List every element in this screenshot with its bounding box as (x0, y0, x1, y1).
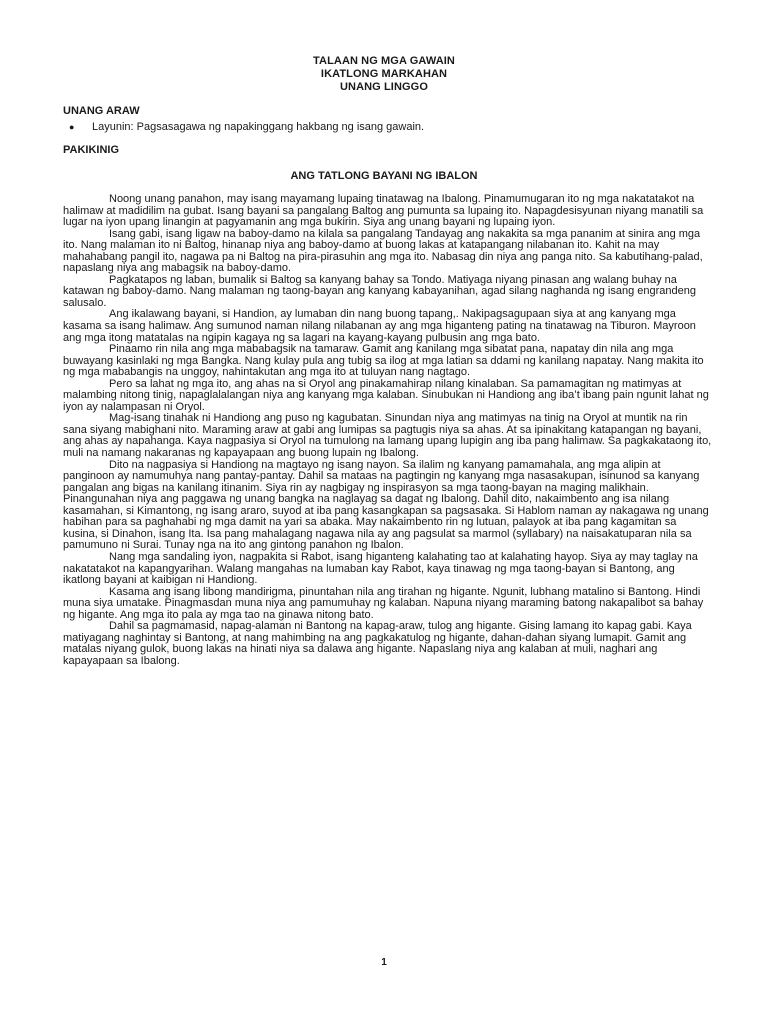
story-paragraph: Dito na nagpasiya si Handiong na magtayo ng isang nayon. Sa ilalim ng kanyang pamamahala, ang mga alipin at panginoon ay namumuhya nang pantay-pantay. Dahil sa mataas na pagtingin ng kanyang mga nasasakupan, isinunod sa kanyang pangalan ang bigas na kanilang itinanim. Siya rin ay nagbigay ng inspirasyon sa mga taong-bayan na maging malikhain. Pinangunahan niya ang paggawa ng unang bangka na naglayag sa dagat ng Ibalong. Dahil dito, nakaimbento ang isa nilang kasamahan, si Kimantong, ng isang araro, suyod at iba pang kasangkapan sa pagsasaka. Si Hablom naman ay nakagawa ng unang habihan para sa paghahabi ng mga damit na yari sa abaka. May nakaimbento rin ng lutuan, palayok at iba pang kagamitan sa kusina, si Dinahon, isang Ita. Isa pang mahalagang nagawa nila ay ang pagsulat sa marmol (syllabary) na naisakatuparan nila sa pamumuno ni Surai. Tunay nga na ito ang gintong panahon ng Ibalon. (63, 458, 709, 552)
document-header (0, 55, 768, 94)
story-paragraph: Pero sa lahat ng mga ito, ang ahas na si Oryol ang pinakamahirap nilang kinalaban. Sa pamamagitan ng matimyas at malambing nitong tinig, napaglalalangan niya ang kanyang mga kalaban. Sinubukan ni Handiong ang iba’t ibang pain ngunit lahat ng iyon ay nalampasan ni Oryol. (63, 377, 709, 413)
story-body (63, 194, 713, 667)
story-paragraph: Ang ikalawang bayani, si Handion, ay lumaban din nang buong tapang,. Nakipagsagupaan siya at ang kanyang mga kasama sa isang halimaw. Ang sumunod naman nilang nilabanan ay ang mga higanteng pating na tinatawag na Tiburon. Mayroon ang mga itong matatalas na ngipin kagaya ng sa lagari na kayang-kayang pulbusin ang mga bato. (63, 308, 696, 344)
section-day-label: UNANG ARAW (63, 105, 140, 117)
header-quarter: IKATLONG MARKAHAN (320, 68, 448, 80)
section-listening-label: PAKIKINIG (63, 144, 120, 156)
story-paragraph: Dahil sa pagmamasid, napag-alaman ni Bantong na kapag-araw, tulog ang higante. Gising lamang ito kapag gabi. Kaya matiyagang naghintay si Bantong, at nang mahimbing na ang pagkakatulog ng higante, dahan-dahan siyang lumapit. Gamit ang matalas niyang gulok, buong lakas na hinati niya sa dalawa ang higante. Napaslang niya ang kalaban at muli, naghari ang kapayapaan sa Ibalong. (63, 620, 692, 667)
header-title: TALAAN NG MGA GAWAIN (313, 55, 455, 67)
story-paragraph: Pagkatapos ng laban, bumalik si Baltog sa kanyang bahay sa Tondo. Matiyaga niyang pinasan ang walang buhay na katawan ng baboy-damo. Nang malaman ng taong-bayan ang kanyang kabayanihan, agad silang naghanda ng isang engrandeng salusalo. (63, 273, 696, 309)
story-paragraph: Pinaamo rin nila ang mga mababagsik na tamaraw. Gamit ang kanilang mga sibatat pana, napatay din nila ang mga buwayang kasinlaki ng mga Bangka. Nang kulay pula ang tubig sa ilog at mga latian sa ddami ng kanilang napatay. Nang makita ito ng mga mababangis na unggoy, nahintakutan ang mga ito at tuluyan nang nagtago. (63, 343, 704, 379)
bullet-icon: ● (69, 122, 75, 132)
page-number: 1 (381, 957, 387, 968)
story-title: ANG TATLONG BAYANI NG IBALON (290, 170, 478, 182)
story-paragraph: Mag-isang tinahak ni Handiong ang puso ng kagubatan. Sinundan niya ang matimyas na tinig na Oryol at muntik na rin sana siyang mabighani nito. Maraming araw at gabi ang lumipas sa pagtugis niya sa ahas. At sa ipinakitang katapangan ng bayani, ang ahas ay napahanga. Kaya nagpasiya si Oryol na tumulong na lamang upang lupigin ang iba pang halimaw. Sa pagkakataong ito, muli na namang nakaranas ng kapayapaan ang buong lupain ng Ibalong. (63, 412, 712, 460)
story-paragraph: Nang mga sandaling iyon, nagpakita si Rabot, isang higanteng kalahating tao at kalahating hayop. Siya ay may taglay na nakatatakot na kapangyarihan. Walang mangahas na lumaban kay Rabot, kaya tinawag ng mga taong-bayan si Bantong, ang ikatlong bayani at kaibigan ni Handiong. (63, 550, 698, 587)
objective-text: Layunin: Pagsasagawa ng napakinggang hakbang ng isang gawain. (92, 121, 425, 133)
header-week: UNANG LINGGO (340, 81, 428, 93)
story-paragraph: Kasama ang isang libong mandirigma, pinuntahan nila ang tirahan ng higante. Ngunit, lubhang matalino si Bantong. Hindi muna siya umatake. Pinagmasdan muna niya ang pamumuhay ng kalaban. Napuna niyang maraming batong nakapalibot sa bahay ng higante. Ang mga ito pala ay mga tao na ginawa nitong bato. (63, 585, 704, 621)
story-paragraph: Isang gabi, isang ligaw na baboy-damo na kilala sa pangalang Tandayag ang nakakita sa mga pananim at sinira ang mga ito. Nang malaman ito ni Baltog, hinanap niya ang baboy-damo at buong lakas at katapangang nilabanan ito. Kahit na may mahahabang pangil ito, nagawa pa ni Baltog na pira-pirasuhin ang mga ito. Nabasag din niya ang panga nito. Sa kabutihang-palad, napaslang niya ang mabagsik na baboy-damo. (63, 227, 703, 275)
objective-item (63, 121, 424, 134)
story-paragraph: Noong unang panahon, may isang mayamang lupaing tinatawag na Ibalong. Pinamumugaran ito ng mga nakatatakot na halimaw at madidilim na gubat. Isang bayani sa pangalang Baltog ang pumunta sa lupaing ito. Napagdesisyunan niyang manatili sa lugar na iyon upang linangin at pagyamanin ang mga bukirin. Siya ang unang bayani ng lupaing iyon. (63, 193, 704, 229)
